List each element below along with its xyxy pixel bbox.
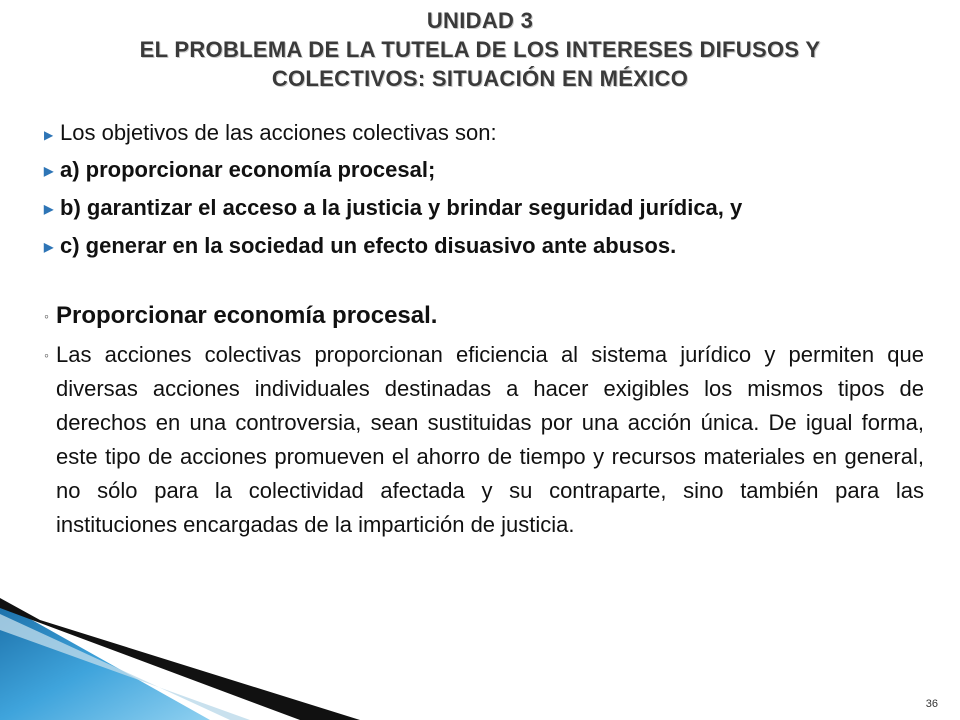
- section-heading: [44, 298, 924, 334]
- bullet-item-a: [44, 154, 924, 186]
- circle-bullet-icon: ◦: [44, 308, 49, 324]
- title-line-3: COLECTIVOS: SITUACIÓN EN MÉXICO: [271, 66, 689, 91]
- slide-title: [60, 6, 900, 93]
- title-line-1: UNIDAD 3: [426, 8, 534, 33]
- triangle-bullet-icon: ▶: [44, 128, 54, 142]
- bullet-text: b) garantizar el acceso a la justicia y brindar seguridad jurídica, y: [60, 195, 743, 220]
- title-line-2: EL PROBLEMA DE LA TUTELA DE LOS INTERESES DIFUSOS Y: [139, 37, 821, 62]
- decorative-swoosh: [0, 590, 360, 720]
- spacer: [44, 268, 924, 298]
- circle-bullet-icon: ◦: [44, 347, 49, 363]
- bullet-text: a) proporcionar economía procesal;: [60, 157, 436, 182]
- triangle-bullet-icon: ▶: [44, 202, 54, 216]
- bullet-item-b: [44, 192, 924, 224]
- section-paragraph-text: Las acciones colectivas proporcionan eficiencia al sistema jurídico y permiten que diversas acciones individuales destinadas a hacer exigibles los mismos tipos de derechos en una controversia, sean sustituidas por una acción única. De igual forma, este tipo de acciones promueven el ahorro de tiempo y recursos materiales en general, no sólo para la colectividad afectada y su contraparte, sino también para las instituciones encargadas de la impartición de justicia.: [56, 342, 924, 537]
- bullet-item-c: [44, 230, 924, 262]
- bullet-text: c) generar en la sociedad un efecto disuasivo ante abusos.: [60, 233, 677, 258]
- triangle-bullet-icon: ▶: [44, 240, 54, 254]
- slide-content: [44, 116, 924, 542]
- triangle-bullet-icon: ▶: [44, 164, 54, 178]
- bullet-item-intro: [44, 116, 924, 150]
- section-heading-text: Proporcionar economía procesal.: [56, 302, 438, 329]
- bullet-text: Los objetivos de las acciones colectivas son:: [60, 120, 497, 145]
- section-paragraph: [44, 338, 924, 542]
- page-number: 36: [925, 698, 938, 710]
